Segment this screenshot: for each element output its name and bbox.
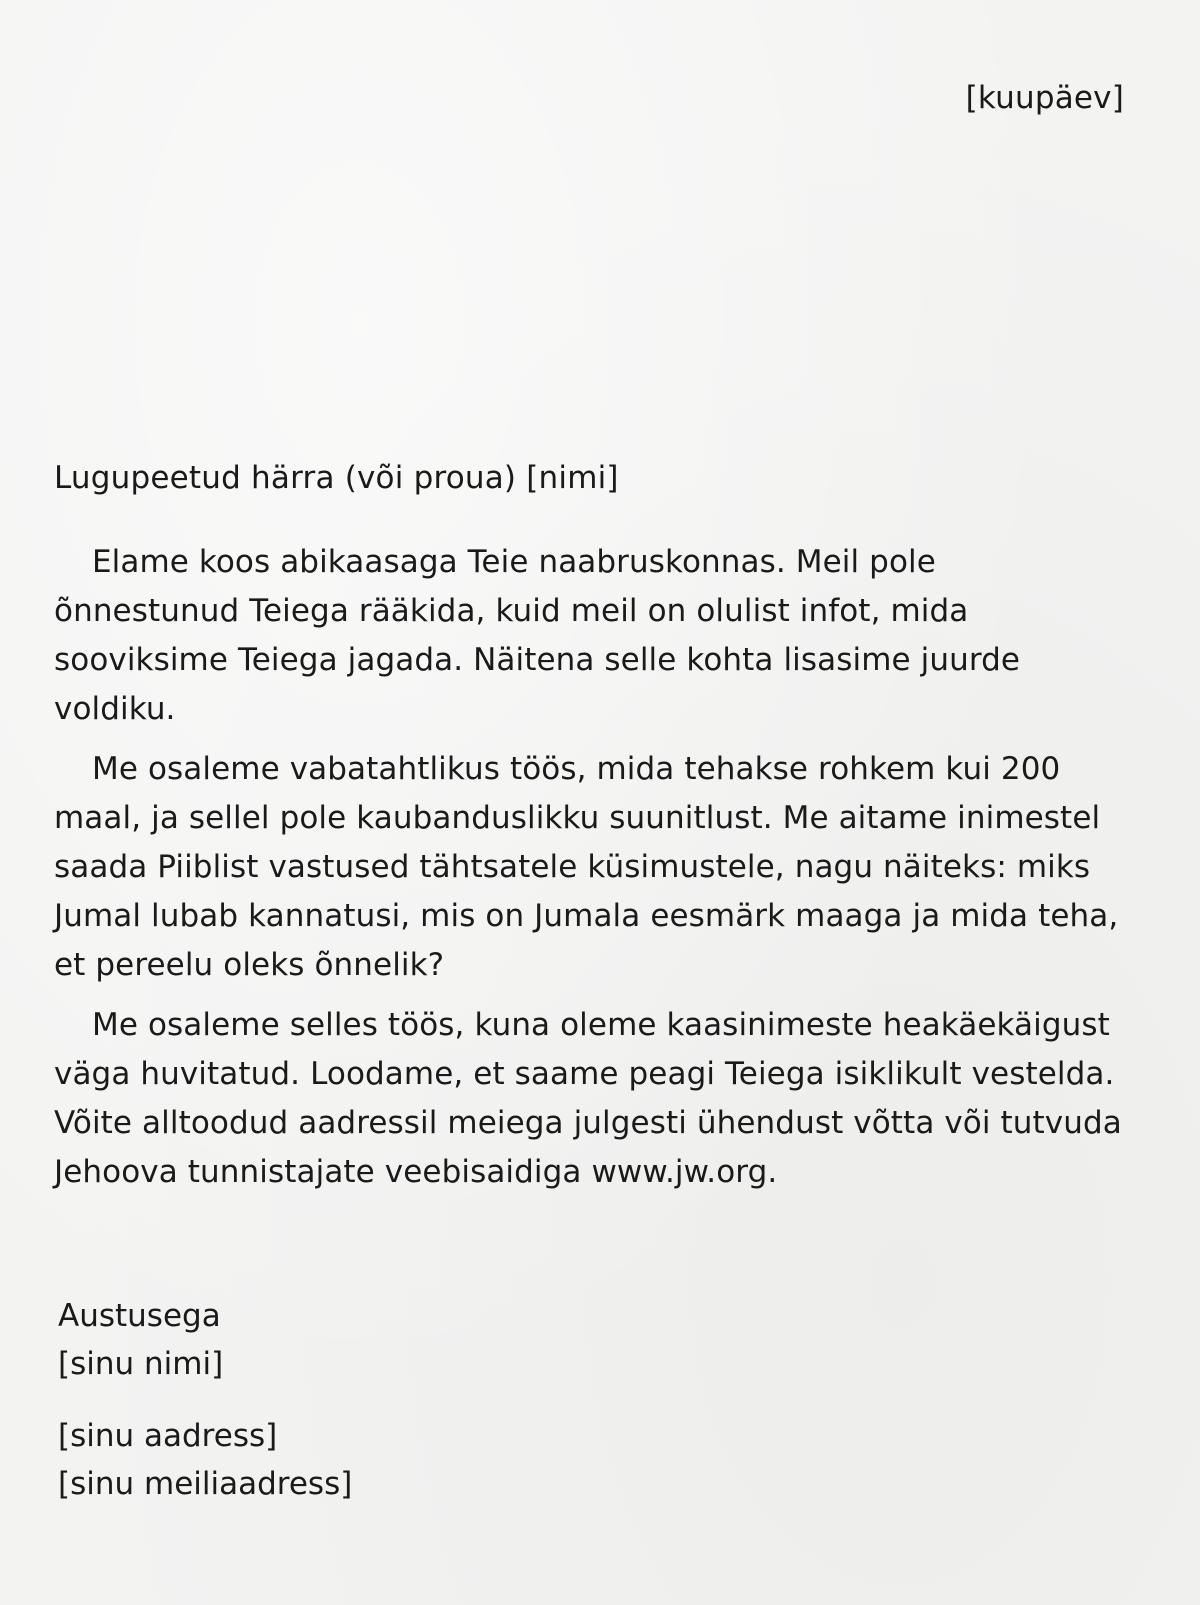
paragraph-work: Me osaleme vabatahtlikus töös, mida tehakse rohkem kui 200 maal, ja sellel pole kaubanduslikku suunitlust. Me aitame inimestel saada Piiblist vastused tähtsatele küsimustele, nagu näiteks: miks Jumal lubab kannatusi, mis on Jumala eesmärk maaga ja mida teha, et pereelu oleks õnnelik? (54, 751, 1119, 983)
sender-contact-block (58, 1412, 352, 1508)
letter-body (54, 538, 1126, 1208)
date-placeholder: [kuupäev] (965, 80, 1124, 116)
salutation: Lugupeetud härra (või proua) [nimi] (54, 460, 619, 496)
closing-phrase: Austusega (58, 1298, 221, 1334)
closing-block (58, 1292, 223, 1388)
paragraph-intro: Elame koos abikaasaga Teie naabruskonnas. Meil pole õnnestunud Teiega rääkida, kuid meil on olulist infot, mida sooviksime Teiega jagada. Näitena selle kohta lisasime juurde voldiku. (54, 544, 1021, 727)
signature-address: [sinu aadress] (58, 1418, 278, 1454)
signature-email: [sinu meiliaadress] (58, 1466, 353, 1502)
signature-name: [sinu nimi] (58, 1346, 224, 1382)
paragraph-contact: Me osaleme selles töös, kuna oleme kaasinimeste heakäekäigust väga huvitatud. Loodame, et saame peagi Teiega isiklikult vestelda. Võite alltoodud aadressil meiega julgesti ühendust võtta või tutvuda Jehoova tunnistajate veebisaidiga www.jw.org. (54, 1007, 1122, 1190)
